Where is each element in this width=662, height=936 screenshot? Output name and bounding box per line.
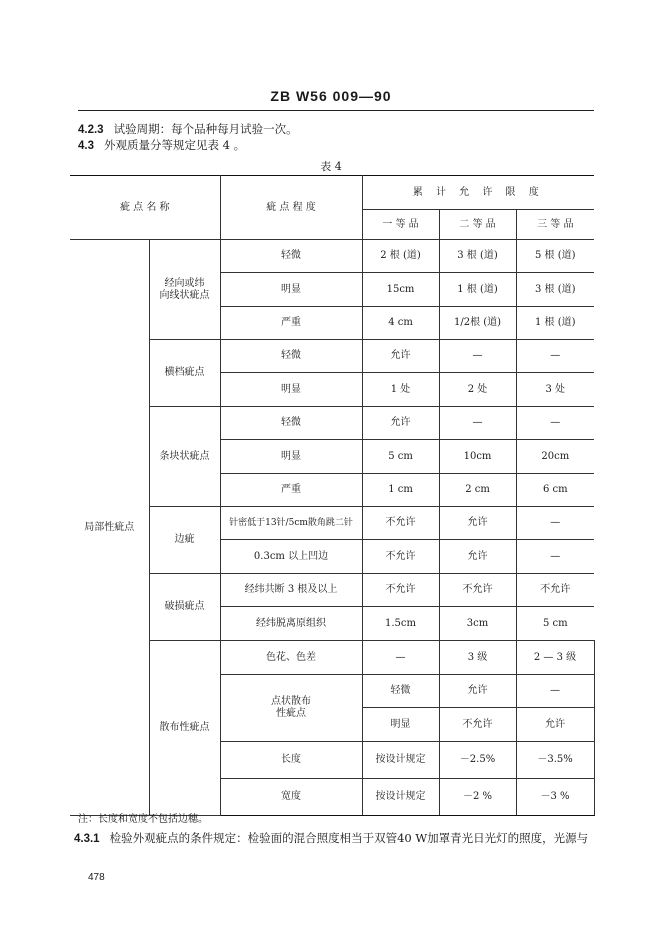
grade2-cell: — — [439, 407, 516, 440]
degree-cell: 明显 — [220, 440, 362, 474]
grade1-cell: 允许 — [362, 340, 439, 373]
grade1-cell: 3 级 — [439, 641, 516, 675]
grade1-cell: 1.5cm — [362, 607, 439, 641]
grade2-cell: 允许 — [439, 540, 516, 574]
table-row — [70, 340, 594, 373]
category-local: 局部性疵点 — [70, 240, 149, 816]
grade2-cell: 2 处 — [439, 373, 516, 407]
grade3-cell: — — [516, 540, 594, 574]
degree-cell: 明显 — [220, 273, 362, 307]
degree-cell: 针密低于13针/5cm散角跳二针 — [220, 507, 362, 540]
grade3-cell: 不允许 — [516, 574, 594, 607]
table-row — [70, 507, 594, 540]
defect-damage: 破损疵点 — [149, 574, 220, 641]
degree-cell: 轻微 — [362, 675, 439, 708]
header-grade-2: 二 等 品 — [439, 210, 516, 240]
paragraph-4-2-3 — [78, 122, 298, 137]
defect-width: 宽度 — [220, 779, 362, 816]
defect-spot: 点状散布 性疵点 — [220, 675, 362, 742]
paragraph-4-3-1 — [74, 830, 588, 846]
grade1-cell: 允许 — [439, 675, 516, 708]
table-row — [70, 574, 594, 607]
grade3-cell: 5 cm — [516, 607, 594, 641]
grade1-cell: 不允许 — [439, 708, 516, 742]
grade1-cell: 1 cm — [362, 474, 439, 507]
grade1-cell: 15cm — [362, 273, 439, 307]
degree-cell: 严重 — [220, 307, 362, 340]
grade2-cell: 2 — 3 级 — [516, 641, 594, 675]
degree-cell: 明显 — [362, 708, 439, 742]
table-row — [70, 240, 594, 273]
degree-cell: 轻微 — [220, 240, 362, 273]
grade2-cell: — — [439, 340, 516, 373]
paragraph-text: 试验周期：每个品种每月试验一次。 — [113, 122, 298, 136]
grade3-cell: — — [516, 340, 594, 373]
grade2-cell: －3.5% — [516, 742, 594, 779]
grade2-cell: 1 根 (道) — [439, 273, 516, 307]
grade1-cell: 2 根 (道) — [362, 240, 439, 273]
grade3-cell: 6 cm — [516, 474, 594, 507]
grade2-cell: 10cm — [439, 440, 516, 474]
grade1-cell: －2 % — [439, 779, 516, 816]
header-defect-degree: 疵 点 程 度 — [220, 176, 362, 240]
grade3-cell: 3 根 (道) — [516, 273, 594, 307]
defect-weft-bar: 横档疵点 — [149, 340, 220, 407]
section-number: 4.3.1 — [74, 833, 100, 845]
header-rule — [78, 110, 594, 111]
degree-cell: 明显 — [220, 373, 362, 407]
defect-color: 色花、色差 — [220, 641, 362, 675]
grade1-cell: －2.5% — [439, 742, 516, 779]
category-scattered: 散布性疵点 — [149, 641, 220, 816]
table-header-row — [70, 176, 594, 210]
quality-grade-table — [70, 175, 594, 816]
header-grade-1: 一 等 品 — [362, 210, 439, 240]
paragraph-text: 外观质量分等规定见表 4 。 — [104, 138, 246, 152]
paragraph-text: 检验外观疵点的条件规定：检验面的混合照度相当于双管40 W加罩青光日光灯的照度，光源与 — [109, 831, 589, 845]
header-grade-3: 三 等 品 — [516, 210, 594, 240]
degree-cell: 按设计规定 — [362, 779, 439, 816]
grade1-cell: 不允许 — [362, 574, 439, 607]
section-number: 4.3 — [78, 140, 94, 152]
grade3-cell: — — [516, 507, 594, 540]
grade1-cell: 不允许 — [362, 507, 439, 540]
degree-cell: 0.3cm 以上凹边 — [220, 540, 362, 574]
grade2-cell: 允许 — [516, 708, 594, 742]
grade2-cell: 2 cm — [439, 474, 516, 507]
grade3-cell: — — [516, 407, 594, 440]
grade1-cell: 允许 — [362, 407, 439, 440]
grade2-cell: 3cm — [439, 607, 516, 641]
header-allowed-limit: 累 计 允 许 限 度 — [362, 176, 594, 210]
degree-cell: 轻微 — [220, 407, 362, 440]
grade2-cell: －3 % — [516, 779, 594, 816]
table-title: 表 4 — [320, 160, 342, 173]
degree-cell: 轻微 — [220, 340, 362, 373]
header-defect-name: 疵 点 名 称 — [70, 176, 220, 240]
degree-cell: 经纬脱离原组织 — [220, 607, 362, 641]
degree-cell: — — [362, 641, 439, 675]
section-number: 4.2.3 — [78, 124, 104, 136]
grade2-cell: 1/2根 (道) — [439, 307, 516, 340]
grade1-cell: 1 处 — [362, 373, 439, 407]
grade3-cell: 1 根 (道) — [516, 307, 594, 340]
standard-code-header: ZB W56 009—90 — [270, 88, 392, 104]
defect-warp-weft: 经向或纬 向线状疵点 — [149, 240, 220, 340]
table-note: 注：长度和宽度不包括边穗。 — [78, 814, 208, 825]
grade2-cell: 不允许 — [439, 574, 516, 607]
grade1-cell: 不允许 — [362, 540, 439, 574]
defect-edge: 边疵 — [149, 507, 220, 574]
grade1-cell: 5 cm — [362, 440, 439, 474]
grade1-cell: 4 cm — [362, 307, 439, 340]
defect-length: 长度 — [220, 742, 362, 779]
table-row — [70, 407, 594, 440]
degree-cell: 严重 — [220, 474, 362, 507]
defect-strip-block: 条块状疵点 — [149, 407, 220, 507]
paragraph-4-3 — [78, 138, 245, 153]
grade3-cell: 20cm — [516, 440, 594, 474]
grade2-cell: — — [516, 675, 594, 708]
grade3-cell: 5 根 (道) — [516, 240, 594, 273]
grade2-cell: 3 根 (道) — [439, 240, 516, 273]
grade3-cell: 3 处 — [516, 373, 594, 407]
page-number: 478 — [88, 872, 105, 883]
table-row — [70, 641, 594, 675]
degree-cell: 经纬共断 3 根及以上 — [220, 574, 362, 607]
grade2-cell: 允许 — [439, 507, 516, 540]
degree-cell: 按设计规定 — [362, 742, 439, 779]
